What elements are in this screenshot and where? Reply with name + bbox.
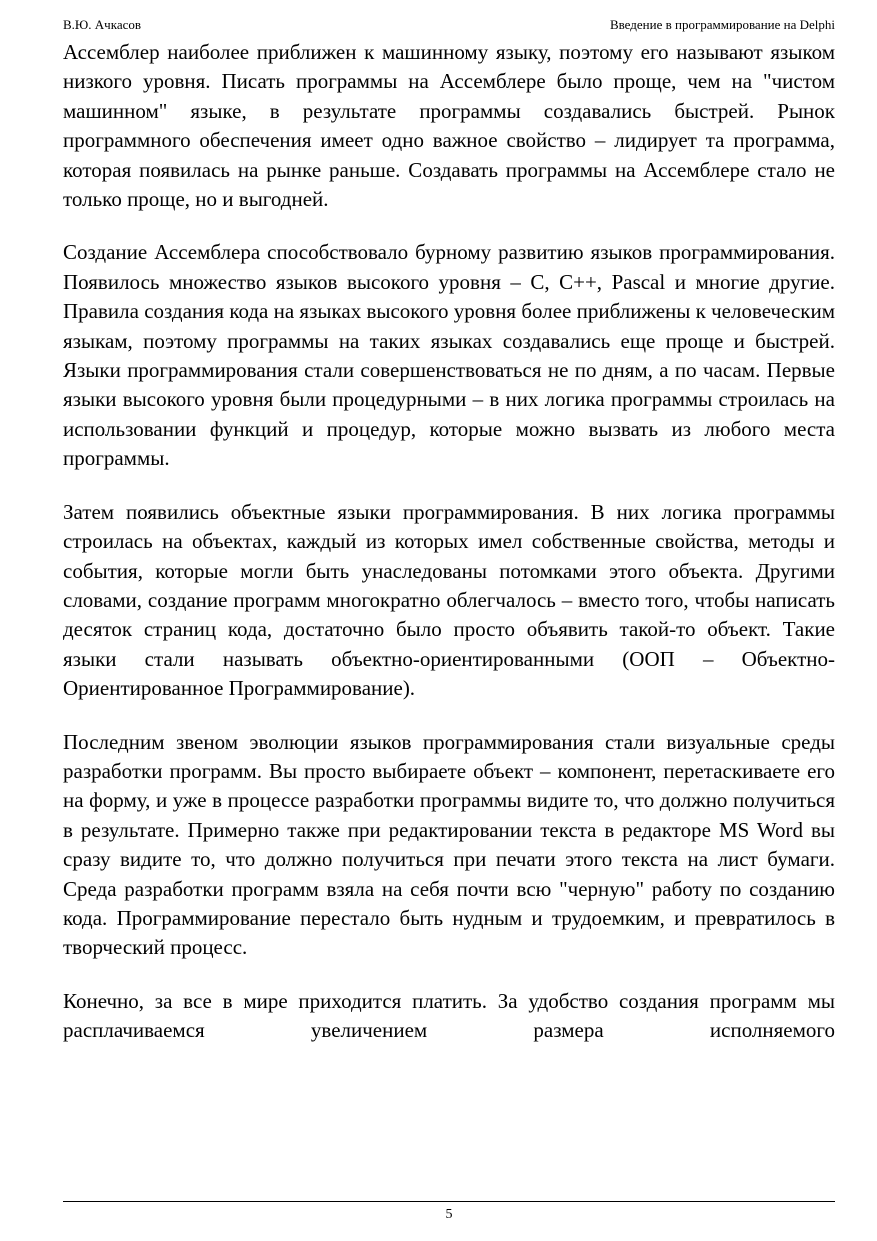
page-body [63,38,835,1046]
footer-divider [63,1201,835,1202]
paragraph-cost: Конечно, за все в мире приходится платить. За удобство создания программ мы расплачиваемся увеличением размера исполняемого [63,988,835,1043]
page-number: 5 [445,1207,453,1222]
paragraph-object-languages: Затем появились объектные языки программирования. В них логика программы строилась на объектах, каждый из которых имел собственные свойства, методы и события, которые могли быть унаследованы потомками этого объекта. Другими словами, создание программ многократно облегчалось – вместо того, чтобы написать десяток страниц кода, достаточно было просто объявить такой-то объект. Такие языки стали называть объектно-ориентированными (ООП – Объектно-Ориентированное Программирование). [63,499,835,701]
paragraph-visual-environments: Последним звеном эволюции языков программирования стали визуальные среды разработки программ. Вы просто выбираете объект – компонент, перетаскиваете его на форму, и уже в процессе разработки программы видите то, что должно получиться в результате. Примерно также при редактировании текста в редакторе MS Word вы сразу видите то, что должно получиться при печати этого текста на лист бумаги. Среда разработки программ взяла на себя почти всю "черную" работу по созданию кода. Программирование перестало быть нудным и трудоемким, и превратилось в творческий процесс. [63,729,835,960]
header-book-title: Введение в программирование на Delphi [609,17,835,32]
page-header [63,16,835,34]
paragraph-assembler: Ассемблер наиболее приближен к машинному языку, поэтому его называют языком низкого уровня. Писать программы на Ассемблере было проще, чем на "чистом машинном" языке, в результате программы создавались быстрей. Рынок программного обеспечения имеет одно важное свойство – лидирует та программа, которая появилась на рынке раньше. Создавать программы на Ассемблере стало не только проще, но и выгодней. [63,40,835,212]
paragraph-high-level-languages: Создание Ассемблера способствовало бурному развитию языков программирования. Появилось множество языков высокого уровня – C, C++, Pascal и многие другие. Правила создания кода на языках высокого уровня более приближены к человеческим языкам, поэтому программы на таких языках создавались еще проще и быстрей. Языки программирования стали совершенствоваться не по дням, а по часам. Первые языки высокого уровня были процедурными – в них логика программы строилась на использовании функций и процедур, которые можно вызвать из любого места программы. [63,240,835,471]
header-author: В.Ю. Ачкасов [63,17,142,32]
